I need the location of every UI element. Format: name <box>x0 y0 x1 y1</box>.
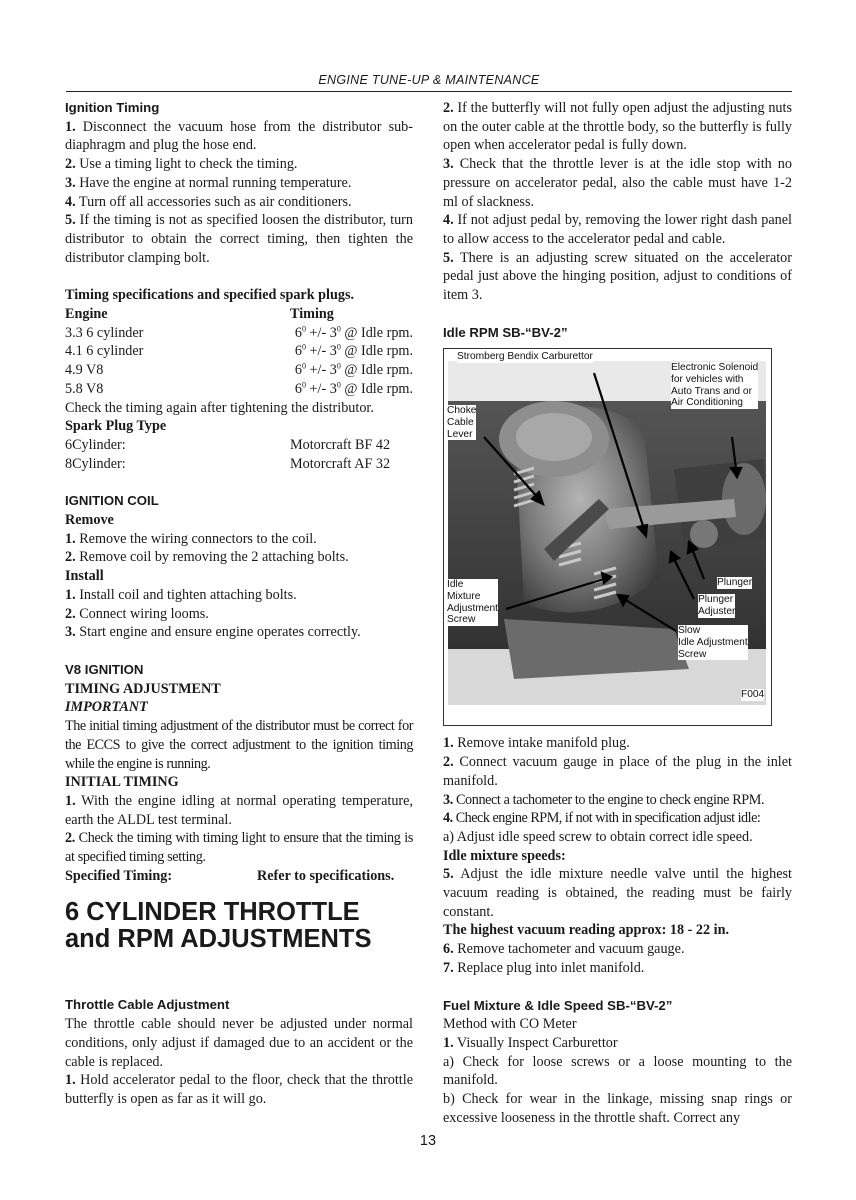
figure-title: Stromberg Bendix Carburettor <box>457 351 593 363</box>
step: 2. If the butterfly will not fully open adjust the adjusting nuts on the outer cable at the throttle body, so the butterfly is fully open when accelerator pedal is fully down. <box>443 100 792 154</box>
step: 2. Remove coil by removing the 2 attaching bolts. <box>65 549 349 566</box>
initial-timing-subheading: INITIAL TIMING <box>65 774 179 791</box>
page-number: 13 <box>419 1133 437 1149</box>
step: 4. Turn off all accessories such as air conditioners. <box>65 193 352 210</box>
step: 1. Visually Inspect Carburettor <box>443 1034 618 1051</box>
timing-spec-row: 5.8 V8 $6^0$ +/- $3^0$ @ Idle rpm. <box>65 380 413 397</box>
ignition-timing-heading: Ignition Timing <box>65 100 160 115</box>
step: 2. Connect vacuum gauge in place of the plug in the inlet manifold. <box>443 754 792 789</box>
solenoid-label: Electronic Solenoid for vehicles with Auto Trans and or Air Conditioning <box>671 362 759 409</box>
step: 3. Start engine and ensure engine operates correctly. <box>65 624 361 641</box>
spark-plug-row: 8Cylinder: Motorcraft AF 32 <box>65 455 391 472</box>
figure-code: F004 <box>741 689 765 701</box>
slow-idle-label: Slow Idle Adjustment Screw <box>678 625 748 660</box>
timing-spec-row: 4.9 V8 $6^0$ +/- $3^0$ @ Idle rpm. <box>65 361 413 379</box>
spark-plug-heading: Spark Plug Type <box>65 418 167 435</box>
step: 3. Connect a tachometer to the engine to check engine RPM. <box>443 791 765 808</box>
install-subheading: Install <box>65 568 104 585</box>
remove-subheading: Remove <box>65 512 114 529</box>
step: 4. Check engine RPM, if not with in specification adjust idle: <box>443 810 761 827</box>
timing-spec-heading: Timing specifications and specified spark plugs. <box>65 287 355 304</box>
left-column <box>65 99 413 1109</box>
step: 3. Check that the throttle lever is at the idle stop with no pressure on accelerator pedal, also the cable must have 1-2 ml of slackness. <box>443 156 792 210</box>
timing-note: Check the timing again after tightening the distributor. <box>65 399 374 416</box>
step: 1. With the engine idling at normal operating temperature, earth the ALDL test terminal. <box>65 792 413 828</box>
step-sub: a) Adjust idle speed screw to obtain correct idle speed. <box>443 828 753 845</box>
throttle-cable-heading: Throttle Cable Adjustment <box>65 997 230 1013</box>
step: 4. If not adjust pedal by, removing the lower right dash panel to allow access to the accelerator pedal and cable. <box>443 212 792 247</box>
step: 7. Replace plug into inlet manifold. <box>443 959 645 976</box>
timing-spec-row: 4.1 6 cylinder $6^0$ +/- $3^0$ @ Idle rpm. <box>65 342 413 360</box>
right-column <box>443 99 792 1128</box>
timing-spec-row: 3.3 6 cylinder $6^0$ +/- $3^0$ @ Idle rpm. <box>65 324 413 341</box>
running-header: ENGINE TUNE-UP & MAINTENANCE <box>318 73 540 87</box>
section-title: 6 CYLINDER THROTTLE and RPM ADJUSTMENTS <box>65 898 372 954</box>
idle-mixture-label: Idle Mixture Adjustment Screw <box>447 579 498 626</box>
step: 3. Have the engine at normal running temperature. <box>65 174 352 191</box>
step-sub: b) Check for wear in the linkage, missing snap rings or excessive looseness in the throttle shaft. Correct any <box>443 1091 792 1126</box>
highest-vacuum: The highest vacuum reading approx: 18 - 22 in. <box>443 922 730 939</box>
step: 5. There is an adjusting screw situated on the accelerator pedal just above the hinging position, adjust to conditions of item 3. <box>443 249 792 304</box>
timing-adjustment-subheading: TIMING ADJUSTMENT <box>65 680 221 697</box>
step: 5. Adjust the idle mixture needle valve until the highest vacuum reading is obtained, the reading must be fairly constant. <box>443 866 792 920</box>
step: 1. Remove intake manifold plug. <box>443 735 630 752</box>
v8-ignition-heading: V8 IGNITION <box>65 661 144 677</box>
plunger-label: Plunger <box>717 577 753 589</box>
v8-paragraph: The initial timing adjustment of the distributor must be correct for the ECCS to give the correct adjustment to the ignition timing while the engine is running. <box>65 718 413 772</box>
fuel-method: Method with CO Meter <box>443 1016 577 1033</box>
step: 1. Disconnect the vacuum hose from the distributor sub-diaphragm and plug the hose end. <box>65 118 413 154</box>
important-label: IMPORTANT <box>65 699 148 716</box>
throttle-paragraph: The throttle cable should never be adjusted under normal conditions, only adjust if damaged due to an accident or the cable is replaced. <box>65 1016 413 1070</box>
carburettor-figure <box>443 348 772 726</box>
ignition-coil-heading: IGNITION COIL <box>65 493 159 509</box>
idle-rpm-heading: Idle RPM SB-“BV-2” <box>443 324 568 340</box>
step: 2. Check the timing with timing light to ensure that the timing is at specified timing setting. <box>65 830 413 866</box>
header-rule <box>66 91 792 92</box>
step: 5. If the timing is not as specified loosen the distributor, turn distributor to obtain the correct timing, then tighten the distributor clamping bolt. <box>65 212 413 266</box>
timing-spec-header-row: Engine Timing <box>65 306 334 323</box>
spark-plug-row: 6Cylinder: Motorcraft BF 42 <box>65 436 391 453</box>
step: 1. Install coil and tighten attaching bolts. <box>65 586 297 603</box>
step: 6. Remove tachometer and vacuum gauge. <box>443 941 685 958</box>
plunger-adjuster-label: Plunger Adjuster <box>698 594 736 618</box>
step: 1. Hold accelerator pedal to the floor, check that the throttle butterfly is open as far as it will go. <box>65 1072 413 1107</box>
idle-mixture-heading: Idle mixture speeds: <box>443 847 566 864</box>
specified-timing-row: Specified Timing: Refer to specifications. <box>65 867 395 884</box>
choke-label: Choke Cable Lever <box>447 405 477 440</box>
step: 2. Connect wiring looms. <box>65 605 209 622</box>
step: 1. Remove the wiring connectors to the coil. <box>65 530 317 547</box>
step: 2. Use a timing light to check the timing. <box>65 156 298 173</box>
step-sub: a) Check for loose screws or a loose mounting to the manifold. <box>443 1053 792 1089</box>
fuel-mixture-heading: Fuel Mixture & Idle Speed SB-“BV-2” <box>443 997 673 1013</box>
